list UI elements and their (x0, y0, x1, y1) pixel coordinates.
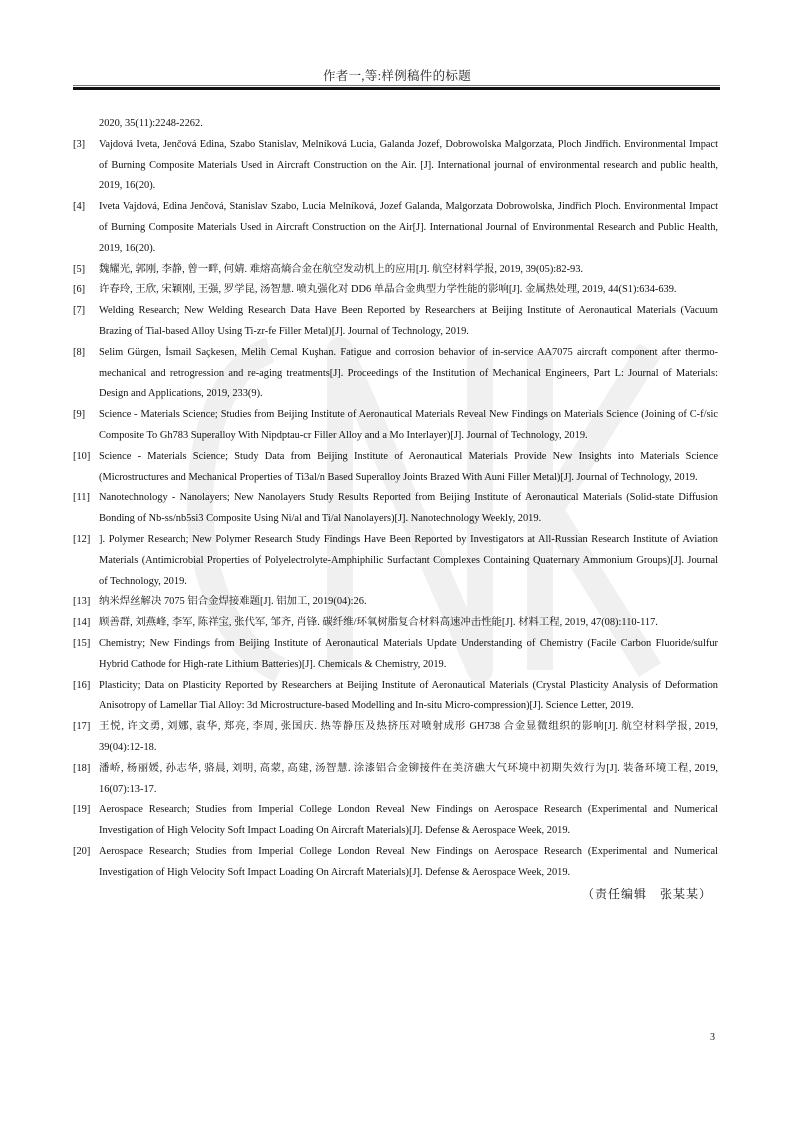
reference-text: Vajdová Iveta, Jenčová Edina, Szabo Stanislav, Melníková Lucia, Galanda Jozef, Dobrowolska Malgorzata, Ploch Jindřich. Environmental Impact of Burning Composite Materials Used in Aircraft Construction on the Air. [J]. International journal of environmental research and public health, 2019, 16(20). (99, 138, 718, 192)
reference-text: Science - Materials Science; Studies from Beijing Institute of Aeronautical Materials Reveal New Findings on Materials Science (Joining of C-f/sic Composite To Gh783 Superalloy With Nipdptau-cr Filler Alloy and a Mo Interlayer)[J]. Journal of Technology, 2019. (99, 409, 718, 441)
reference-text: Aerospace Research; Studies from Imperial College London Reveal New Findings on Aerospace Research (Experimental and Numerical Investigation of High Velocity Soft Impact Loading On Aircraft Materials)[J]. Defense & Aerospace Week, 2019. (99, 845, 718, 878)
reference-text: Science - Materials Science; Study Data from Beijing Institute of Aeronautical Materials Provide New Insights into Materials Science (Microstructures and Mechanical Properties of Ti3al/n Based Superalloy Joints Brazed With Auni Filler Metal)[J]. Journal of Technology, 2019. (99, 450, 718, 483)
reference-item (73, 759, 718, 801)
running-title: 作者一,等:样例稿件的标题 (323, 69, 471, 83)
reference-text: Welding Research; New Welding Research Data Have Been Reported by Researchers at Beijing Institute of Aeronautical Materials (Vacuum Brazing of Tial-based Alloy Using Ti-zr-fe Filler Metal)[J]. Journal of Technology, 2019. (99, 305, 718, 337)
reference-number: [19] (73, 804, 91, 816)
reference-item (73, 405, 718, 447)
reference-number: [14] (73, 617, 91, 629)
reference-item (73, 260, 718, 281)
reference-item (73, 717, 718, 759)
page-number: 3 (710, 1032, 715, 1043)
reference-item (73, 634, 718, 676)
reference-number: [20] (73, 845, 91, 857)
header-rule-thin (73, 85, 720, 86)
reference-item (73, 197, 718, 259)
reference-text: 潘峤, 杨丽媛, 孙志华, 骆晨, 刘明, 高蒙, 高建, 汤智慧. 涂漆铝合金铆接件在美济礁大气环境中初期失效行为[J]. 装备环境工程, 2019, 16(07):13-17. (99, 762, 718, 795)
reference-item (73, 447, 718, 489)
reference-number: [9] (73, 409, 86, 421)
reference-number: [17] (73, 721, 91, 733)
reference-number: [6] (73, 284, 86, 296)
reference-item (73, 530, 718, 592)
reference-item (73, 135, 718, 197)
editor-note: （责任编辑 张某某） (581, 887, 712, 902)
reference-item (73, 842, 718, 884)
reference-number: [13] (73, 596, 91, 608)
reference-number: [10] (73, 450, 91, 462)
reference-number: [8] (73, 346, 86, 358)
reference-text: Iveta Vajdová, Edina Jenčová, Stanislav Szabo, Lucia Melníková, Jozef Galanda, Malgorzata Dobrowolska, Jindřich Ploch. Environmental Impact of Burning Composite Materials Used in Aircraft Construction on the Air[J]. International Journal of Environmental Research and Public Health, 2019, 16(20). (99, 201, 718, 254)
reference-text: 顾善群, 刘燕峰, 李军, 陈祥宝, 张代军, 邹齐, 肖锋. 碳纤维/环氧树脂复合材料高速冲击性能[J]. 材料工程, 2019, 47(08):110-117. (99, 617, 658, 629)
reference-text: 纳米焊丝解决 7075 铝合金焊接难题[J]. 铝加工, 2019(04):26. (99, 596, 367, 608)
reference-continuation: 2020, 35(11):2248-2262. (99, 118, 203, 129)
reference-text: ]. Polymer Research; New Polymer Research Study Findings Have Been Reported by Investigators at All-Russian Research Institute of Aviation Materials (Antimicrobial Properties of Polyelectrolyte-Amphiphilic Surfactant Complexes Containing Quaternary Ammonium Groups)[J]. Journal of Technology, 2019. (99, 533, 718, 587)
reference-number: [11] (73, 492, 90, 504)
reference-item (73, 800, 718, 842)
reference-item (73, 301, 718, 343)
reference-text: 魏耀光, 郭刚, 李静, 曾一畔, 何婧. 难熔高熵合金在航空发动机上的应用[J]. 航空材料学报, 2019, 39(05):82-93. (99, 263, 584, 275)
reference-text: Selim Gürgen, İsmail Saçkesen, Melih Cemal Kuşhan. Fatigue and corrosion behavior of in-service AA7075 aircraft component after thermo-mechanical and retrogression and re-aging treatments[J]. Proceedings of the Institution of Mechanical Engineers, Part L: Journal of Materials: Design and Applications, 2019, 233(9). (99, 346, 718, 400)
reference-text: Aerospace Research; Studies from Imperial College London Reveal New Findings on Aerospace Research (Experimental and Numerical Investigation of High Velocity Soft Impact Loading On Aircraft Materials)[J]. Defense & Aerospace Week, 2019. (99, 804, 718, 837)
reference-number: [16] (73, 679, 91, 691)
reference-list (73, 114, 718, 904)
reference-item (73, 613, 718, 634)
reference-text: Nanotechnology - Nanolayers; New Nanolayers Study Results Reported from Beijing Institute of Aeronautical Materials (Solid-state Diffusion Bonding of Nb-ss/nb5si3 Composite Using Ni/al and Ti/al Nanolayers)[J]. Nanotechnology Weekly, 2019. (99, 492, 718, 525)
reference-number: [12] (73, 533, 91, 545)
reference-number: [3] (73, 138, 86, 150)
reference-item (73, 280, 718, 301)
reference-number: [5] (73, 263, 86, 275)
header-rule-thick (73, 87, 720, 90)
reference-item (73, 676, 718, 718)
reference-number: [18] (73, 762, 91, 774)
reference-text: Plasticity; Data on Plasticity Reported by Researchers at Beijing Institute of Aeronautical Materials (Crystal Plasticity Analysis of Deformation Anisotropy of Lamellar Tial Alloy: 3d Microstructure-based Modelling and In-situ Micro-compression)[J]. Science Letter, 2019. (99, 679, 718, 712)
reference-number: [15] (73, 637, 91, 649)
reference-item (73, 488, 718, 530)
reference-item (73, 592, 718, 613)
reference-text: 许春玲, 王欣, 宋颖刚, 王强, 罗学昆, 汤智慧. 喷丸强化对 DD6 单晶合金典型力学性能的影响[J]. 金属热处理, 2019, 44(S1):634-639. (99, 284, 677, 296)
reference-text: 王悦, 许文勇, 刘娜, 袁华, 郑亮, 李周, 张国庆. 热等静压及热挤压对喷射成形 GH738 合金显微组织的影响[J]. 航空材料学报, 2019, 39(04):12-18. (99, 721, 718, 753)
reference-number: [7] (73, 305, 86, 317)
reference-item (73, 343, 718, 405)
reference-number: [4] (73, 201, 86, 213)
reference-text: Chemistry; New Findings from Beijing Institute of Aeronautical Materials Update Understanding of Chemistry (Facile Carbon Fluoride/sulfur Hybrid Cathode for High-rate Lithium Batteries)[J]. Chemicals & Chemistry, 2019. (99, 637, 718, 670)
